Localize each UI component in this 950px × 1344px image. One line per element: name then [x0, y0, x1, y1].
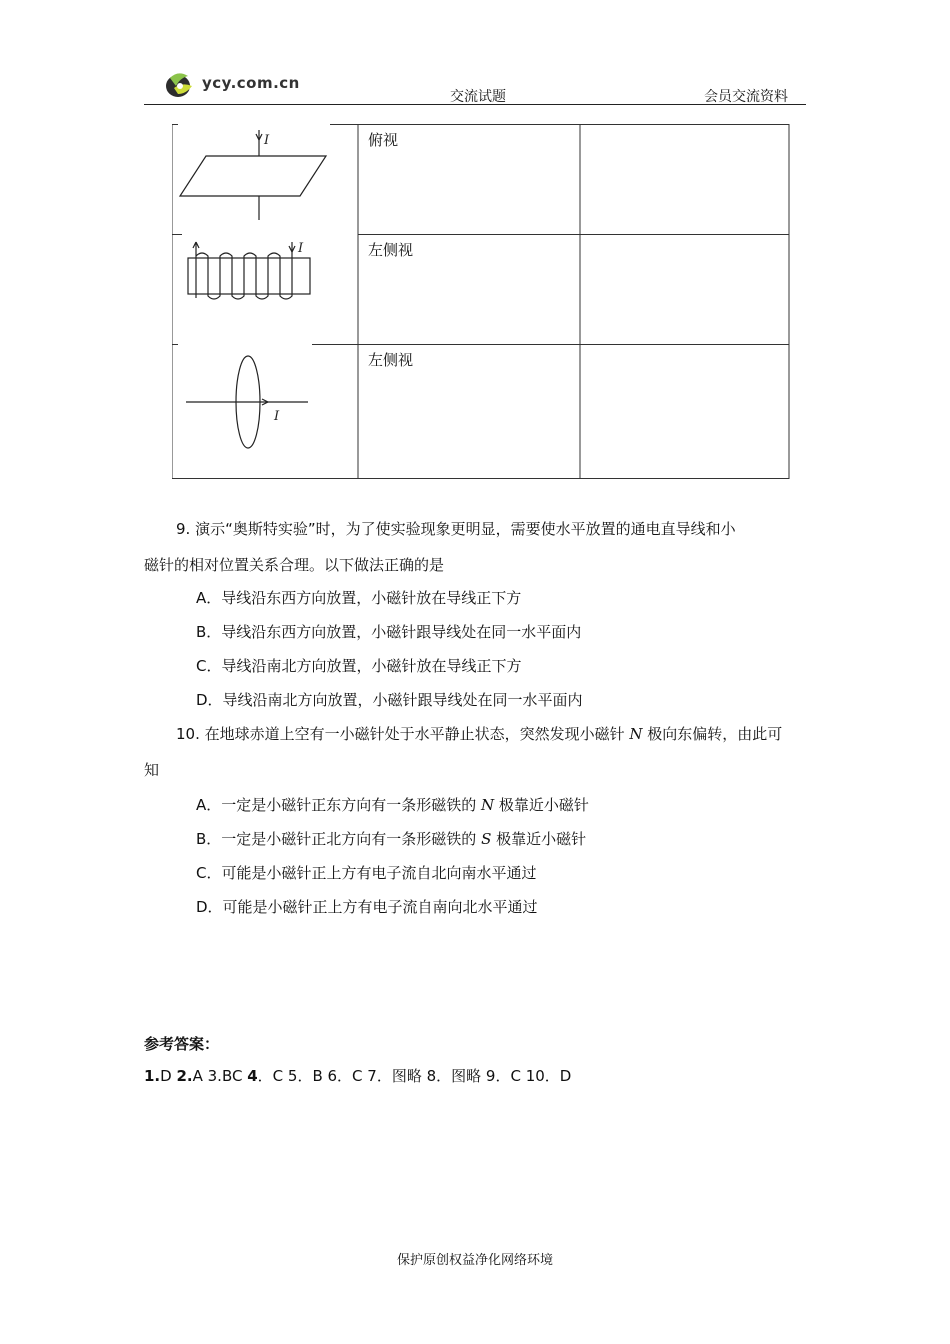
q9-option-d: D．导线沿南北方向放置，小磁针跟导线处在同一水平面内 — [196, 691, 583, 709]
header-center-title: 交流试题 — [450, 89, 506, 105]
q9-line1: 9. 演示“奥斯特实验”时，为了使实验现象更明显，需要使水平放置的通电直导线和小 — [176, 520, 736, 538]
view-label: 俯视 — [368, 131, 399, 149]
view-label: 左侧视 — [368, 351, 414, 369]
page-header — [144, 60, 806, 106]
current-label: I — [274, 409, 280, 424]
q9-option-a: A．导线沿东西方向放置，小磁针放在导线正下方 — [196, 589, 522, 607]
logo-mark-icon — [164, 68, 198, 102]
q10-line2: 知 — [144, 761, 160, 779]
page-footer: 保护原创权益净化网络环境 — [396, 1253, 553, 1268]
figure-straight-wire — [176, 126, 356, 234]
diagram-table — [172, 124, 790, 479]
q9-option-b: B．导线沿东西方向放置，小磁针跟导线处在同一水平面内 — [196, 623, 582, 641]
q10-option-b: B．一定是小磁针正北方向有一条形磁铁的 S 极靠近小磁针 — [196, 830, 587, 848]
q10-option-c: C．可能是小磁针正上方有电子流自北向南水平通过 — [196, 864, 537, 882]
figure-solenoid — [176, 236, 356, 344]
current-label: I — [298, 241, 304, 256]
q9-line2: 磁针的相对位置关系合理。以下做法正确的是 — [144, 556, 445, 574]
q10-option-d: D．可能是小磁针正上方有电子流自南向北水平通过 — [196, 898, 538, 916]
logo-text: ycy.com.cn — [202, 74, 300, 92]
q10-line1: 10. 在地球赤道上空有一小磁针处于水平静止状态，突然发现小磁针 N 极向东偏转，由此可 — [176, 725, 783, 743]
q10-option-a: A．一定是小磁针正东方向有一条形磁铁的 N 极靠近小磁针 — [196, 796, 589, 814]
q9-option-c: C．导线沿南北方向放置，小磁针放在导线正下方 — [196, 657, 522, 675]
view-label: 左侧视 — [368, 241, 414, 259]
site-logo[interactable] — [164, 68, 304, 102]
answers-line: 1.D 2.A 3.BC 4．C 5．B 6．C 7．图略 8．图略 9．C 10．D — [144, 1067, 572, 1085]
figure-current-loop — [176, 346, 356, 476]
current-label: I — [264, 133, 270, 148]
header-rule — [144, 104, 806, 105]
answers-title: 参考答案： — [144, 1035, 220, 1053]
header-right-title: 会员交流资料 — [704, 89, 788, 105]
